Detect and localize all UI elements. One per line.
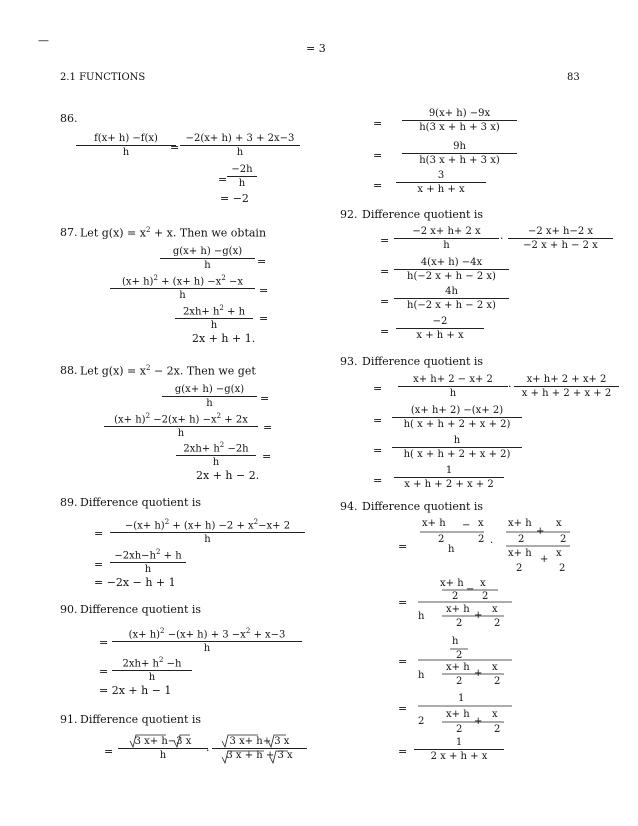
p86-num-1: f(x+ h) −f(x) bbox=[76, 133, 176, 146]
p94-intro: Difference quotient is bbox=[362, 500, 484, 513]
p92-eq-3: = bbox=[380, 295, 390, 308]
p94-l2-two-b: 2 bbox=[482, 591, 489, 602]
p86-frac-2 bbox=[180, 133, 300, 158]
p94-l4-plus: + bbox=[474, 716, 483, 727]
p86-result: = −2 bbox=[220, 192, 249, 205]
problem-87-label: 87. bbox=[60, 226, 78, 239]
p94-l1-xh-b: x+ h bbox=[508, 518, 532, 529]
p90-eq-2: = bbox=[99, 665, 109, 678]
problem-90-label: 90. bbox=[60, 603, 78, 616]
p88-num-2: $(x+ h)^2 -2(x+ h) -x^2 + 2x$ bbox=[104, 412, 258, 427]
p94-l2-plus: + bbox=[474, 610, 483, 621]
p90-num-2: $2xh+ h^2 -h$ bbox=[112, 656, 192, 671]
p87-eq-1: = bbox=[257, 255, 267, 268]
p91-intro: Difference quotient is bbox=[80, 713, 202, 726]
p90-den-1: h bbox=[203, 643, 211, 655]
p94-l3-h: h bbox=[452, 636, 459, 647]
p93-num-l1: (x+ h+ 2) −(x+ 2) bbox=[392, 405, 522, 418]
p92-frac-l3 bbox=[396, 316, 484, 341]
p86-eq-2: = bbox=[218, 173, 228, 186]
p94-l2-x: x bbox=[480, 578, 486, 589]
p89-frac-1 bbox=[110, 518, 305, 545]
section-title: 2.1 FUNCTIONS bbox=[60, 72, 146, 83]
p94-l1-xh-c: x+ h bbox=[508, 548, 532, 559]
p91-den-a: h bbox=[159, 750, 167, 761]
p92-intro: Difference quotient is bbox=[362, 208, 484, 221]
p94-l1-x-b: x bbox=[556, 518, 562, 529]
p87-frac-2 bbox=[110, 274, 255, 301]
p94-eq-5: = bbox=[398, 745, 408, 758]
p91-eq-2: = bbox=[373, 117, 383, 130]
problem-94-label: 94. bbox=[340, 500, 358, 513]
p90-den-2: h bbox=[148, 672, 156, 684]
p87-result: 2x + h + 1. bbox=[192, 332, 256, 345]
p89-result: = −2x − h + 1 bbox=[94, 576, 176, 589]
p94-l3-two-a: 2 bbox=[456, 650, 463, 661]
p94-eq-4: = bbox=[398, 702, 408, 715]
p93-dot: · bbox=[508, 380, 512, 393]
top-dash: — bbox=[38, 34, 49, 47]
p91-num-l2: 9h bbox=[402, 141, 517, 154]
p88-frac-1 bbox=[162, 384, 257, 409]
p89-den-2: h bbox=[144, 564, 152, 576]
p88-num-3: $2xh+ h^2 -2h$ bbox=[176, 441, 256, 456]
p94-frac-last bbox=[414, 737, 504, 762]
page-number: 83 bbox=[567, 72, 580, 83]
problem-88-label: 88. bbox=[60, 364, 78, 377]
p93-frac-l2 bbox=[392, 435, 522, 460]
p91-frac-l2 bbox=[402, 141, 517, 166]
p94-l1-two-a: 2 bbox=[438, 534, 445, 545]
p92-frac-a bbox=[394, 226, 499, 251]
p93-den-l3: x + h + 2 + x + 2 bbox=[404, 479, 494, 490]
p92-den-l1: h(−2 x + h − 2 x) bbox=[407, 271, 496, 282]
p94-l2-two-c: 2 bbox=[456, 618, 463, 629]
p94-l1-two-e: 2 bbox=[516, 563, 523, 574]
p94-l3-x: x bbox=[492, 662, 498, 673]
p91-frac-l3 bbox=[396, 170, 486, 195]
p94-l3-xh: x+ h bbox=[446, 662, 470, 673]
p89-num-2: $-2xh-h^2 + h$ bbox=[110, 548, 186, 563]
p86-eq-1: = bbox=[170, 141, 180, 154]
top-equation: = 3 bbox=[306, 42, 326, 55]
problem-92-label: 92. bbox=[340, 208, 358, 221]
p93-eq-3: = bbox=[373, 444, 383, 457]
p88-eq-3: = bbox=[262, 450, 272, 463]
p94-l4-two: 2 bbox=[418, 716, 425, 727]
p92-frac-l1 bbox=[394, 257, 509, 282]
p89-eq-2: = bbox=[94, 558, 104, 571]
p88-eq-1: = bbox=[260, 392, 270, 405]
p92-num-a: −2 x+ h+ 2 x bbox=[394, 226, 499, 239]
p90-intro: Difference quotient is bbox=[80, 603, 202, 616]
p93-den-l1: h( x + h + 2 + x + 2) bbox=[403, 419, 511, 430]
p94-l4-two-c: 2 bbox=[494, 724, 501, 735]
p91-eq-3: = bbox=[373, 149, 383, 162]
p94-l2-xh-b: x+ h bbox=[446, 604, 470, 615]
p94-l1-dot: · bbox=[490, 538, 494, 549]
p89-eq-1: = bbox=[94, 527, 104, 540]
p90-frac-2 bbox=[112, 656, 192, 683]
p88-num-1: g(x+ h) −g(x) bbox=[162, 384, 257, 397]
p94-l2-minus: − bbox=[466, 584, 475, 595]
p87-den-3: h bbox=[210, 320, 218, 332]
p93-den-a: h bbox=[449, 388, 457, 399]
p87-frac-3 bbox=[175, 304, 253, 331]
p94-l1-two-c: 2 bbox=[518, 534, 525, 545]
p94-l2-h: h bbox=[418, 611, 425, 622]
p87-intro: Let $g(x) = x^2 + x$. Then we obtain bbox=[80, 226, 267, 240]
p88-frac-3 bbox=[176, 441, 256, 468]
p91-eq-4: = bbox=[373, 179, 383, 192]
p88-result: 2x + h − 2. bbox=[196, 469, 260, 482]
p88-frac-2 bbox=[104, 412, 258, 439]
p94-eq-2: = bbox=[398, 596, 408, 609]
p88-eq-2: = bbox=[263, 421, 273, 434]
p94-l2-two-d: 2 bbox=[494, 618, 501, 629]
p94-l4-one: 1 bbox=[458, 693, 465, 704]
p88-den-3: h bbox=[212, 457, 220, 469]
p91-num-b: 3 x+ h+ 3 x bbox=[212, 736, 307, 749]
p94-l3-h-b: h bbox=[418, 670, 425, 681]
problem-93-label: 93. bbox=[340, 355, 358, 368]
p88-den-1: h bbox=[206, 398, 213, 409]
p92-dot: · bbox=[500, 232, 504, 245]
p93-num-l3: 1 bbox=[394, 465, 504, 478]
p93-frac-l3 bbox=[394, 465, 504, 490]
p92-den-l3: x + h + x bbox=[416, 330, 464, 341]
p90-eq-1: = bbox=[99, 636, 109, 649]
p94-eq-3: = bbox=[398, 655, 408, 668]
p94-l1-two-f: 2 bbox=[559, 563, 566, 574]
p94-l1-h: h bbox=[448, 544, 455, 555]
p93-den-l2: h( x + h + 2 + x + 2) bbox=[403, 449, 511, 460]
p88-den-2: h bbox=[177, 428, 185, 440]
p94-l1-x: x bbox=[478, 518, 484, 529]
p87-eq-3: = bbox=[259, 312, 269, 325]
p91-num-l1: 9(x+ h) −9x bbox=[402, 108, 517, 121]
p94-l1-xh: x+ h bbox=[422, 518, 446, 529]
p87-den-1: h bbox=[204, 260, 211, 271]
p91-den-l2: h(3 x + h + 3 x) bbox=[419, 155, 500, 166]
p89-den-1: h bbox=[204, 534, 211, 546]
p92-eq-4: = bbox=[380, 325, 390, 338]
p86-num-2: −2(x+ h) + 3 + 2x−3 bbox=[180, 133, 300, 146]
p86-den-2: h bbox=[236, 147, 244, 158]
p93-frac-l1 bbox=[392, 405, 522, 430]
p87-num-3: $2xh+ h^2 + h$ bbox=[175, 304, 253, 319]
p94-l1-x-c: x bbox=[556, 548, 562, 559]
problem-86-label: 86. bbox=[60, 112, 78, 125]
p93-num-a: x+ h+ 2 − x+ 2 bbox=[398, 374, 508, 387]
p91-den-l3: x + h + x bbox=[417, 184, 465, 195]
p93-eq-4: = bbox=[373, 474, 383, 487]
p94-l1-plus-b: + bbox=[540, 554, 549, 565]
p94-den-last: 2 x + h + x bbox=[430, 751, 488, 762]
p94-l2-two-a: 2 bbox=[452, 591, 459, 602]
p87-eq-2: = bbox=[259, 284, 269, 297]
p92-frac-l2 bbox=[394, 286, 509, 311]
p87-num-2: $(x+ h)^2 + (x+ h) -x^2 -x$ bbox=[110, 274, 255, 289]
p91-eq-1: = bbox=[104, 745, 114, 758]
p91-num-a: 3 x+ h−3 x bbox=[118, 736, 208, 749]
p94-num-last: 1 bbox=[414, 737, 504, 750]
p92-frac-b bbox=[508, 226, 613, 251]
p94-l1-two-d: 2 bbox=[560, 534, 567, 545]
p91-frac-l1 bbox=[402, 108, 517, 133]
p90-result: = 2x + h − 1 bbox=[99, 684, 172, 697]
p92-num-l3: −2 bbox=[396, 316, 484, 329]
p92-num-b: −2 x+ h−2 x bbox=[508, 226, 613, 239]
p87-num-1: g(x+ h) −g(x) bbox=[160, 246, 255, 259]
p86-frac-3 bbox=[227, 164, 257, 189]
p87-frac-1 bbox=[160, 246, 255, 271]
p86-num-3: −2h bbox=[227, 164, 257, 177]
p92-den-b: −2 x + h − 2 x bbox=[523, 240, 598, 251]
p92-eq-1: = bbox=[380, 234, 390, 247]
p94-l4-two-b: 2 bbox=[456, 724, 463, 735]
p93-frac-a bbox=[398, 374, 508, 399]
p86-frac-1 bbox=[76, 133, 176, 158]
p92-den-a: h bbox=[443, 240, 450, 251]
p93-frac-b bbox=[514, 374, 619, 399]
p89-intro: Difference quotient is bbox=[80, 496, 202, 509]
p93-eq-2: = bbox=[373, 414, 383, 427]
p92-eq-2: = bbox=[380, 265, 390, 278]
p93-num-l2: h bbox=[392, 435, 522, 448]
p94-l2-xh: x+ h bbox=[440, 578, 464, 589]
p91-den-b: 3 x + h + 3 x bbox=[226, 750, 293, 761]
p90-num-1: $(x+ h)^2 -(x+ h) + 3 -x^2 + x-3$ bbox=[112, 627, 302, 642]
p92-num-l1: 4(x+ h) −4x bbox=[394, 257, 509, 270]
p86-den-3: h bbox=[238, 178, 246, 189]
p94-l4-x: x bbox=[492, 709, 498, 720]
p94-l2-x-b: x bbox=[492, 604, 498, 615]
p91-radical-marks bbox=[118, 727, 308, 767]
p89-frac-2 bbox=[110, 548, 186, 575]
p90-frac-1 bbox=[112, 627, 302, 654]
p87-den-2: h bbox=[179, 290, 186, 302]
p94-l3-plus: + bbox=[474, 668, 483, 679]
p86-den-1: h bbox=[122, 147, 130, 158]
problem-89-label: 89. bbox=[60, 496, 78, 509]
p91-dot: · bbox=[206, 744, 210, 757]
p94-l4-xh: x+ h bbox=[446, 709, 470, 720]
p88-intro: Let $g(x) = x^2 - 2x$. Then we get bbox=[80, 364, 256, 378]
p94-l3-two-c: 2 bbox=[494, 676, 501, 687]
p94-l1-minus: − bbox=[462, 520, 471, 531]
problem-91-label: 91. bbox=[60, 713, 78, 726]
p91-den-l1: h(3 x + h + 3 x) bbox=[419, 122, 500, 133]
p94-eq-1: = bbox=[398, 540, 408, 553]
p94-l3-two-b: 2 bbox=[456, 676, 463, 687]
p93-den-b: x + h + 2 + x + 2 bbox=[521, 388, 612, 399]
p93-num-b: x+ h+ 2 + x+ 2 bbox=[514, 374, 619, 387]
p94-l1-two-b: 2 bbox=[478, 534, 485, 545]
p94-l1-plus: + bbox=[536, 526, 545, 537]
p94-fraction-rules bbox=[414, 510, 624, 740]
p93-intro: Difference quotient is bbox=[362, 355, 484, 368]
p92-den-l2: h(−2 x + h − 2 x) bbox=[407, 300, 496, 311]
p92-num-l2: 4h bbox=[394, 286, 509, 299]
p93-eq-1: = bbox=[373, 382, 383, 395]
p91-num-l3: 3 bbox=[396, 170, 486, 183]
p89-num-1: $-(x+ h)^2 + (x+ h) -2 + x^2-x+ 2$ bbox=[110, 518, 305, 533]
